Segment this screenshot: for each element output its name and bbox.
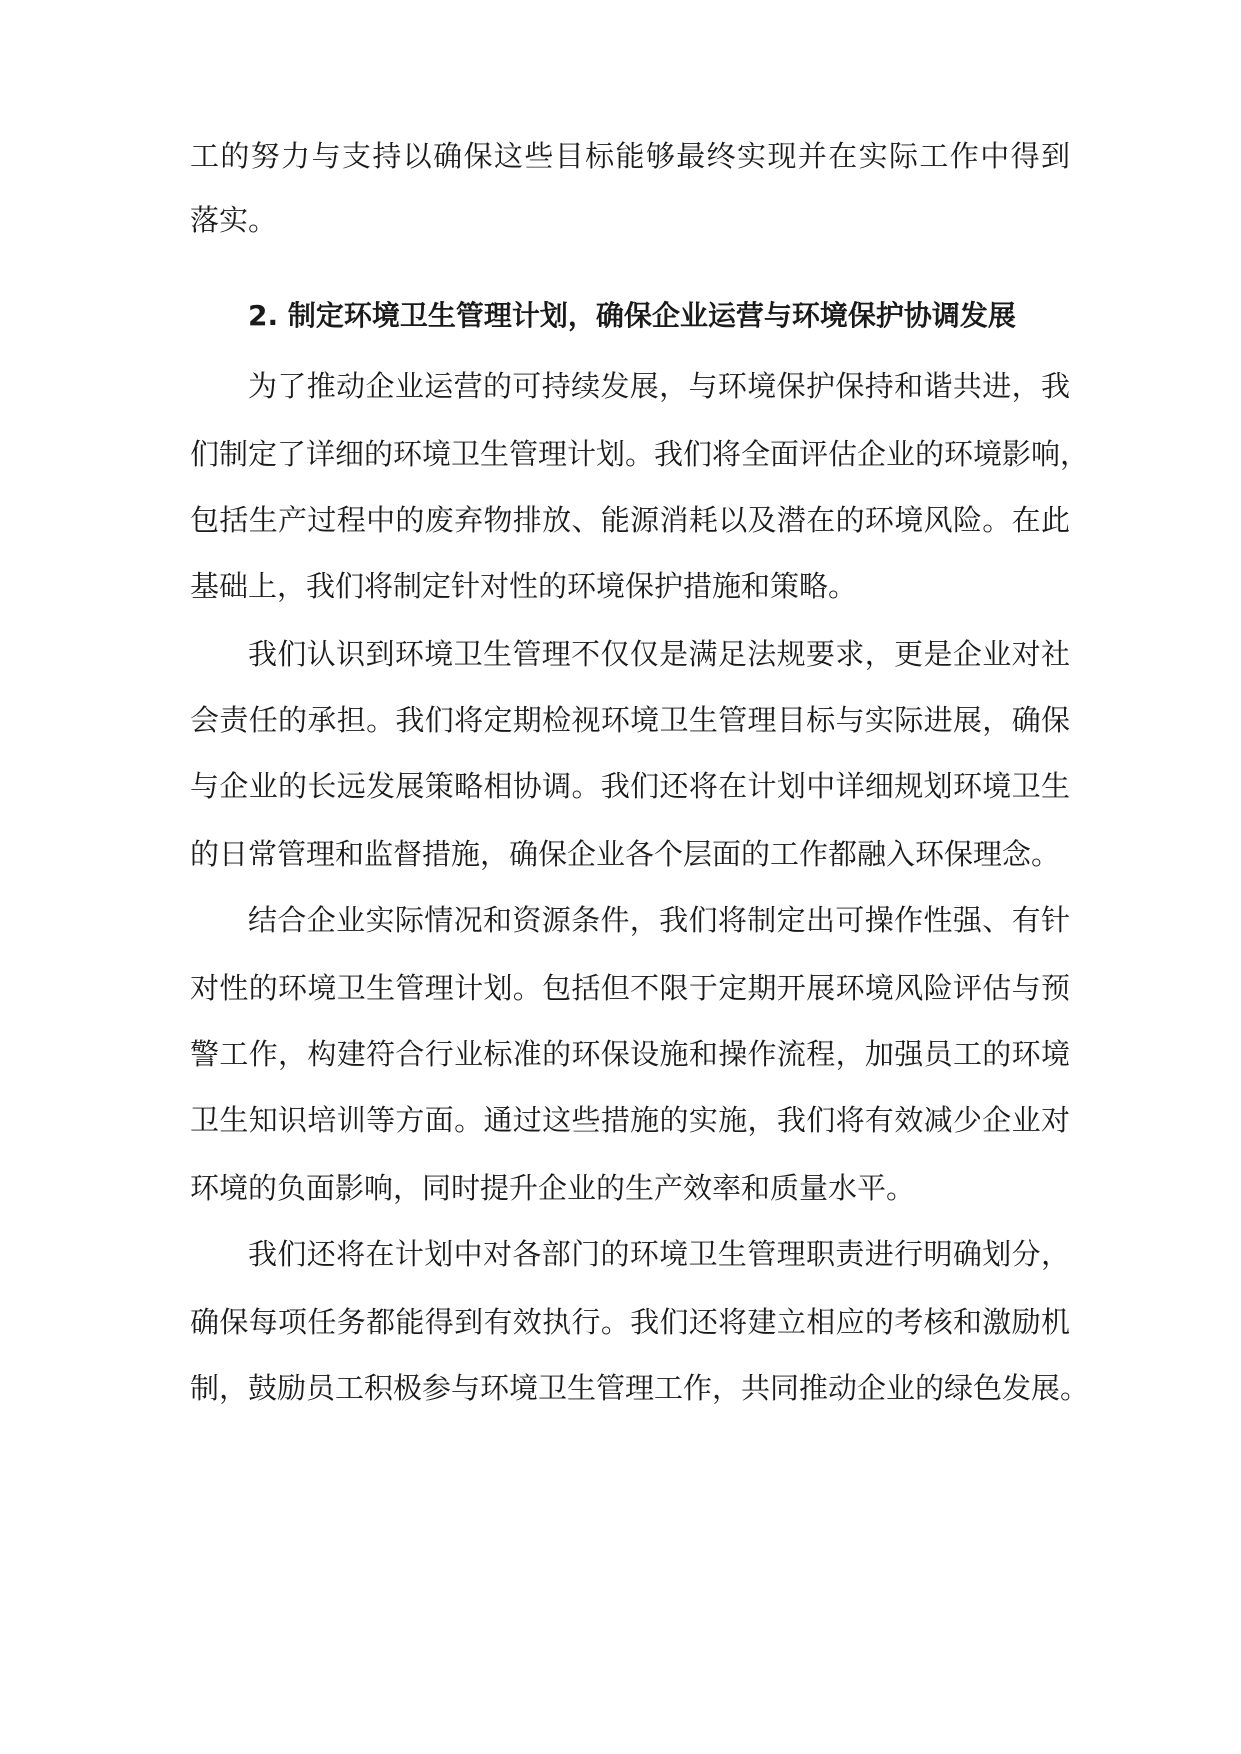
paragraph-line: 结合企业实际情况和资源条件，我们将制定出可操作性强、有针	[248, 903, 1070, 937]
paragraph-line: 卫生知识培训等方面。通过这些措施的实施，我们将有效减少企业对	[190, 1103, 1070, 1137]
paragraph-line: 会责任的承担。我们将定期检视环境卫生管理目标与实际进展，确保	[190, 703, 1070, 737]
paragraph-line: 确保每项任务都能得到有效执行。我们还将建立相应的考核和激励机	[190, 1305, 1070, 1339]
paragraph-line: 我们认识到环境卫生管理不仅仅是满足法规要求，更是企业对社	[248, 637, 1070, 671]
paragraph-line: 制，鼓励员工积极参与环境卫生管理工作，共同推动企业的绿色发展。	[190, 1371, 1090, 1405]
paragraph-line: 们制定了详细的环境卫生管理计划。我们将全面评估企业的环境影响，	[190, 437, 1090, 471]
paragraph-line: 我们还将在计划中对各部门的环境卫生管理职责进行明确划分，	[248, 1237, 1070, 1271]
paragraph-line: 为了推动企业运营的可持续发展，与环境保护保持和谐共进，我	[248, 369, 1070, 403]
paragraph-line: 警工作，构建符合行业标准的环保设施和操作流程，加强员工的环境	[190, 1037, 1070, 1071]
paragraph-line: 包括生产过程中的废弃物排放、能源消耗以及潜在的环境风险。在此	[190, 503, 1070, 537]
section-heading: 2. 制定环境卫生管理计划，确保企业运营与环境保护协调发展	[248, 299, 1016, 332]
paragraph-line: 工的努力与支持以确保这些目标能够最终实现并在实际工作中得到	[190, 139, 1070, 173]
paragraph-line: 对性的环境卫生管理计划。包括但不限于定期开展环境风险评估与预	[190, 971, 1070, 1005]
paragraph-line: 基础上，我们将制定针对性的环境保护措施和策略。	[190, 569, 858, 603]
paragraph-line: 环境的负面影响，同时提升企业的生产效率和质量水平。	[190, 1171, 916, 1205]
paragraph-line: 的日常管理和监督措施，确保企业各个层面的工作都融入环保理念。	[190, 837, 1061, 871]
paragraph-line: 与企业的长远发展策略相协调。我们还将在计划中详细规划环境卫生	[190, 769, 1070, 803]
paragraph-line: 落实。	[190, 203, 278, 237]
